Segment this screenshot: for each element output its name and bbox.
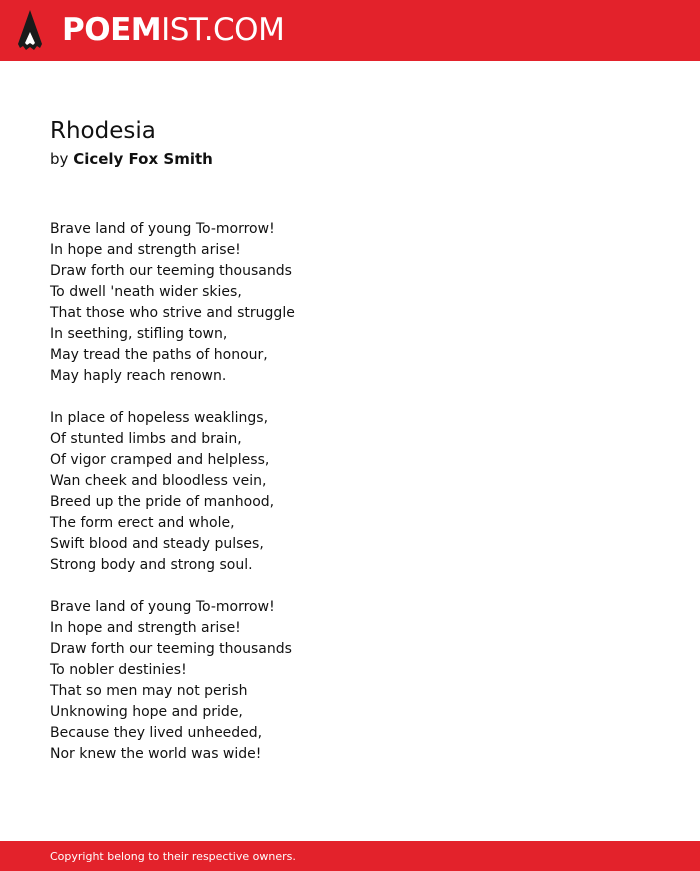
poem-line: To dwell 'neath wider skies, <box>50 284 242 300</box>
poem-line: Draw forth our teeming thousands <box>50 641 292 657</box>
byline <box>50 149 213 169</box>
poem-title: Rhodesia <box>50 118 156 144</box>
brand-bold: POEM <box>62 12 162 48</box>
poem-line: In hope and strength arise! <box>50 620 241 636</box>
poem-line: Wan cheek and bloodless vein, <box>50 473 267 489</box>
poem-line: Nor knew the world was wide! <box>50 746 262 762</box>
poem-line: In seething, stifling town, <box>50 326 228 342</box>
poem-line: Strong body and strong soul. <box>50 557 253 573</box>
poem-line: May haply reach renown. <box>50 368 227 384</box>
poem-line: To nobler destinies! <box>50 662 187 678</box>
poem-line: The form erect and whole, <box>50 515 235 531</box>
site-header <box>0 0 700 61</box>
poem-line: Because they lived unheeded, <box>50 725 263 741</box>
poem-line: Brave land of young To-morrow! <box>50 599 275 615</box>
poem-body <box>50 219 650 786</box>
poem-line: In hope and strength arise! <box>50 242 241 258</box>
poem-line: May tread the paths of honour, <box>50 347 268 363</box>
poem-line: That so men may not perish <box>50 683 248 699</box>
poem-line: In place of hopeless weaklings, <box>50 410 269 426</box>
site-logo-text[interactable] <box>62 11 284 49</box>
site-footer <box>0 841 700 871</box>
stanza <box>50 408 650 576</box>
author-name[interactable]: Cicely Fox Smith <box>73 150 213 168</box>
poem-line: Brave land of young To-morrow! <box>50 221 275 237</box>
by-label: by <box>50 150 69 168</box>
poem-line: Breed up the pride of manhood, <box>50 494 275 510</box>
pencil-tip-icon[interactable] <box>18 10 42 52</box>
stanza <box>50 597 650 765</box>
poem-line: Of vigor cramped and helpless, <box>50 452 270 468</box>
copyright-notice: Copyright belong to their respective owners. <box>50 850 296 863</box>
poem-line: That those who strive and struggle <box>50 305 295 321</box>
poem-line: Draw forth our teeming thousands <box>50 263 292 279</box>
stanza <box>50 219 650 387</box>
poem-line: Swift blood and steady pulses, <box>50 536 264 552</box>
brand-light: IST.COM <box>161 12 285 48</box>
poem-line: Of stunted limbs and brain, <box>50 431 242 447</box>
poem-line: Unknowing hope and pride, <box>50 704 243 720</box>
